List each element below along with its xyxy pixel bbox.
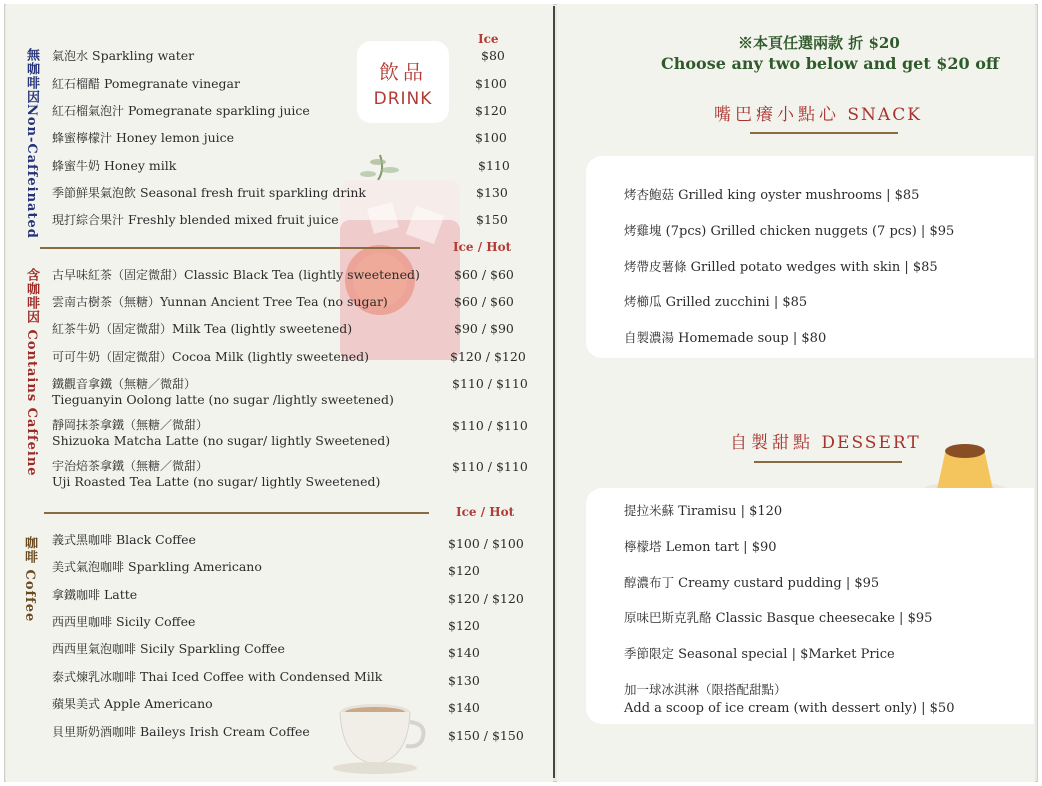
coffee-cup-illustration bbox=[330, 700, 430, 775]
menu-item-price: $120 / $120 bbox=[450, 349, 526, 364]
menu-item-price: $120 bbox=[448, 618, 480, 633]
menu-item-price: $60 / $60 bbox=[454, 294, 514, 309]
menu-item: 鐵觀音拿鐵（無糖／微甜） Tieguanyin Oolong latte (no sugar /lightly sweetened) bbox=[52, 377, 394, 407]
menu-item-price: $110 / $110 bbox=[452, 418, 528, 433]
menu-item-price: $80 bbox=[481, 48, 505, 63]
menu-item: 可可牛奶（固定微甜）Cocoa Milk (lightly sweetened) bbox=[52, 349, 370, 364]
menu-item: 紅石榴醋 Pomegranate vinegar bbox=[52, 76, 240, 91]
menu-item-price: $60 / $60 bbox=[454, 267, 514, 282]
menu-item-price: $130 bbox=[476, 185, 508, 200]
snack-item: 烤雞塊 (7pcs) Grilled chicken nuggets (7 pcs) | $95 bbox=[624, 223, 955, 239]
menu-item: 雲南古樹茶（無糖）Yunnan Ancient Tree Tea (no sugar) bbox=[52, 294, 388, 309]
section-label-caffeine: 含咖啡因 Contains Caffeine bbox=[24, 268, 39, 477]
menu-item: 美式氣泡咖啡 Sparkling Americano bbox=[52, 559, 262, 574]
drink-badge bbox=[357, 41, 449, 123]
menu-item-price: $140 bbox=[448, 700, 480, 715]
dessert-item: 提拉米蘇 Tiramisu | $120 bbox=[624, 503, 783, 519]
column-header-ice-hot: Ice / Hot bbox=[453, 240, 512, 254]
section-label-coffee: 咖啡 Coffee bbox=[22, 536, 37, 623]
menu-item: 蜂蜜牛奶 Honey milk bbox=[52, 158, 177, 173]
menu-item-price: $120 bbox=[475, 103, 507, 118]
snack-title: 嘴巴癢小點心 SNACK bbox=[714, 105, 922, 125]
menu-item-price: $100 / $100 bbox=[448, 536, 524, 551]
menu-item-price: $110 bbox=[478, 158, 510, 173]
menu-item-price: $150 / $150 bbox=[448, 728, 524, 743]
drink-badge-en: DRINK bbox=[373, 89, 433, 109]
menu-item: 貝里斯奶酒咖啡 Baileys Irish Cream Coffee bbox=[52, 724, 310, 739]
dessert-item: 醇濃布丁 Creamy custard pudding | $95 bbox=[624, 575, 880, 591]
menu-item-price: $120 / $120 bbox=[448, 591, 524, 606]
snack-item: 烤杏鮑菇 Grilled king oyster mushrooms | $85 bbox=[624, 187, 920, 203]
dessert-title-rule bbox=[754, 461, 902, 463]
menu-item-price: $130 bbox=[448, 673, 480, 688]
promo-text-zh: ※本頁任選兩款 折 $20 bbox=[738, 34, 900, 52]
page-divider bbox=[553, 6, 555, 778]
menu-item: 紅茶牛奶（固定微甜）Milk Tea (lightly sweetened) bbox=[52, 321, 353, 336]
menu-item: 靜岡抹茶拿鐵（無糖／微甜） Shizuoka Matcha Latte (no sugar/ lightly Sweetened) bbox=[52, 418, 391, 448]
dessert-addon: 加一球冰淇淋（限搭配甜點） Add a scoop of ice cream (with dessert only) | $50 bbox=[624, 682, 955, 716]
menu-item: 氣泡水 Sparkling water bbox=[52, 48, 195, 63]
menu-item: 紅石榴氣泡汁 Pomegranate sparkling juice bbox=[52, 103, 310, 118]
section-label-non-caffeinated: 無咖啡因Non-Caffeinated bbox=[24, 48, 39, 239]
snack-title-rule bbox=[750, 132, 898, 134]
section-divider bbox=[44, 512, 429, 514]
snack-item: 烤帶皮薯條 Grilled potato wedges with skin | $85 bbox=[624, 259, 938, 275]
menu-item-price: $120 bbox=[448, 563, 480, 578]
menu-item: 拿鐵咖啡 Latte bbox=[52, 587, 138, 602]
dessert-item: 季節限定 Seasonal special | $Market Price bbox=[624, 646, 895, 662]
menu-item: 泰式煉乳冰咖啡 Thai Iced Coffee with Condensed Milk bbox=[52, 669, 383, 684]
dessert-item: 檸檬塔 Lemon tart | $90 bbox=[624, 539, 777, 555]
menu-item-price: $90 / $90 bbox=[454, 321, 514, 336]
menu-item-price: $110 / $110 bbox=[452, 376, 528, 391]
menu-item: 宇治焙茶拿鐵（無糖／微甜） Uji Roasted Tea Latte (no sugar/ lightly Sweetened) bbox=[52, 459, 381, 489]
column-header-ice-hot: Ice / Hot bbox=[456, 505, 515, 519]
menu-item: 季節鮮果氣泡飲 Seasonal fresh fruit sparkling drink bbox=[52, 185, 366, 200]
menu-item: 西西里咖啡 Sicily Coffee bbox=[52, 614, 196, 629]
menu-item-price: $140 bbox=[448, 645, 480, 660]
snack-item: 烤櫛瓜 Grilled zucchini | $85 bbox=[624, 294, 808, 310]
menu-item: 義式黑咖啡 Black Coffee bbox=[52, 532, 196, 547]
menu-item: 西西里氣泡咖啡 Sicily Sparkling Coffee bbox=[52, 641, 285, 656]
promo-text-en: Choose any two below and get $20 off bbox=[661, 54, 1000, 73]
menu-item: 現打綜合果汁 Freshly blended mixed fruit juice bbox=[52, 212, 339, 227]
menu-item-price: $110 / $110 bbox=[452, 459, 528, 474]
dessert-title: 自製甜點 DESSERT bbox=[730, 433, 921, 453]
drink-badge-zh: 飲品 bbox=[379, 60, 427, 84]
column-header-ice: Ice bbox=[478, 32, 499, 46]
snack-item: 自製濃湯 Homemade soup | $80 bbox=[624, 330, 827, 346]
menu-item-price: $100 bbox=[475, 130, 507, 145]
menu-item: 蘋果美式 Apple Americano bbox=[52, 696, 213, 711]
dessert-item: 原味巴斯克乳酪 Classic Basque cheesecake | $95 bbox=[624, 610, 933, 626]
menu-item: 蜂蜜檸檬汁 Honey lemon juice bbox=[52, 130, 235, 145]
section-divider bbox=[40, 247, 420, 249]
menu-item: 古早味紅茶（固定微甜）Classic Black Tea (lightly sweetened) bbox=[52, 267, 420, 282]
menu-item-price: $100 bbox=[475, 76, 507, 91]
menu-item-price: $150 bbox=[476, 212, 508, 227]
